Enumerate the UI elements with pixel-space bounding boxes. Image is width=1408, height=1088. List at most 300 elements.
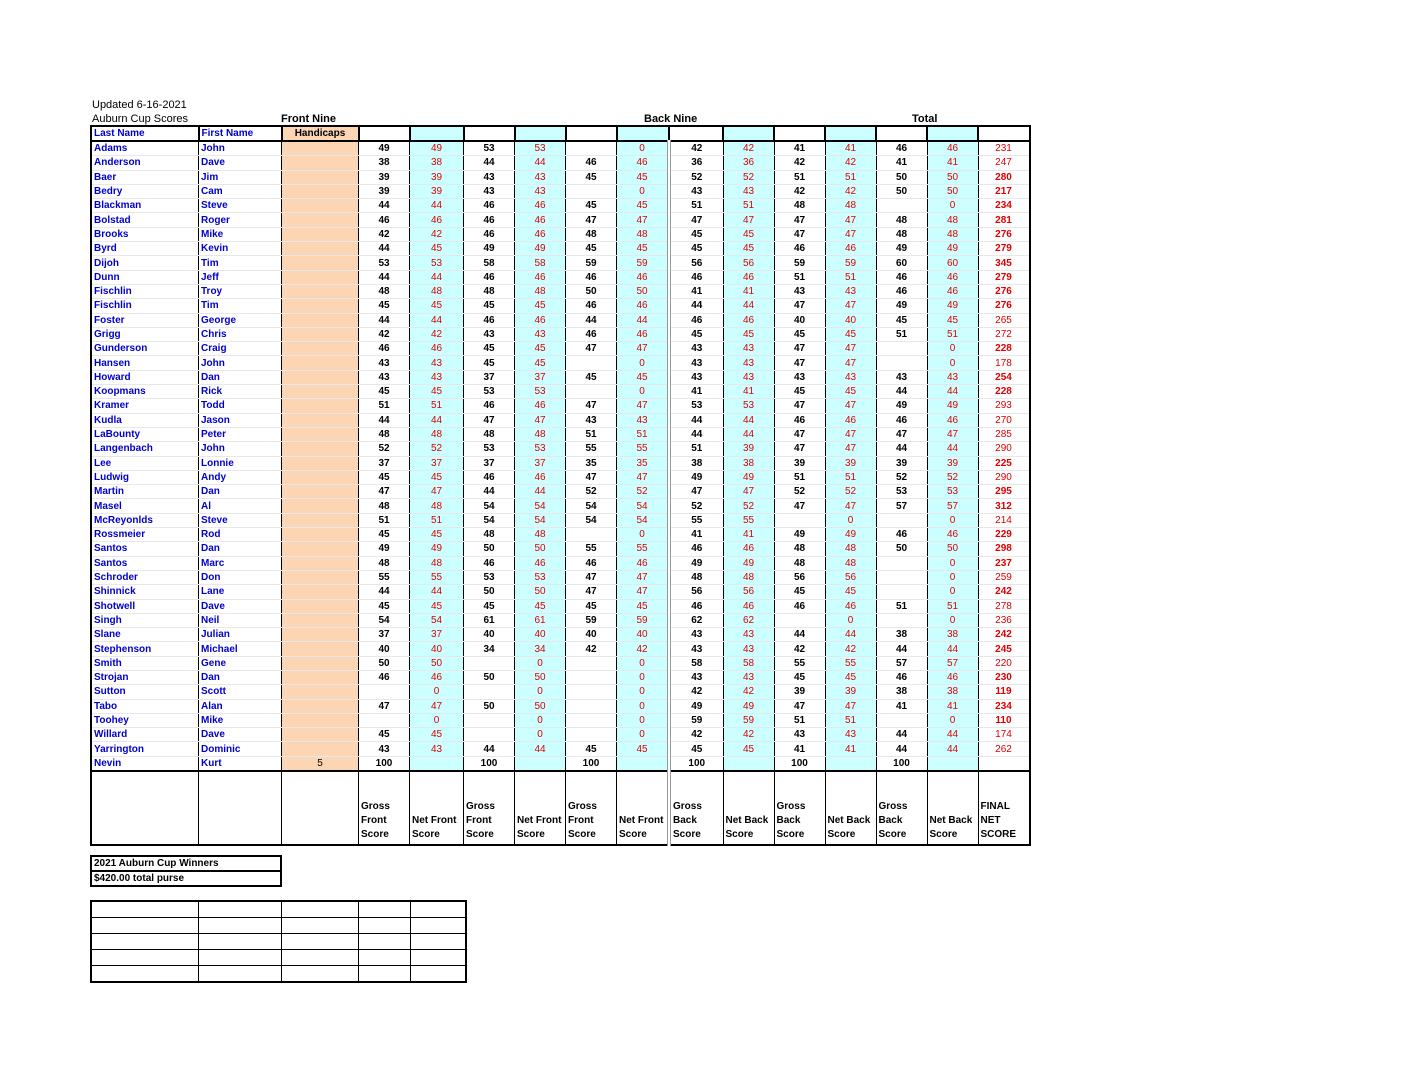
winners-cell [91, 966, 199, 983]
gross-score-cell: 47 [566, 470, 617, 484]
handicap-cell [282, 342, 359, 356]
gross-score-cell: 52 [669, 499, 723, 513]
final-net-score-cell: 279 [978, 270, 1030, 284]
final-net-score-cell: 262 [978, 742, 1030, 756]
net-score-cell: 45 [825, 585, 876, 599]
gross-score-cell: 48 [359, 499, 410, 513]
net-score-cell: 52 [723, 170, 774, 184]
first-name-cell: Dave [199, 728, 282, 742]
net-score-cell: 44 [410, 585, 464, 599]
net-score-cell: 43 [410, 370, 464, 384]
gross-score-cell: 41 [669, 284, 723, 298]
net-score-cell: 47 [617, 570, 670, 584]
last-name-cell: Strojan [91, 670, 199, 684]
gross-score-cell: 45 [566, 599, 617, 613]
net-score-cell: 61 [515, 613, 566, 627]
final-net-score-cell: 276 [978, 299, 1030, 313]
last-name-cell: Tabo [91, 699, 199, 713]
net-score-cell: 50 [515, 670, 566, 684]
net-score-cell: 41 [723, 385, 774, 399]
last-name-header: Last Name [91, 126, 199, 141]
net-score-cell: 48 [410, 499, 464, 513]
gross-score-cell: 48 [774, 556, 825, 570]
net-score-cell: 45 [617, 199, 670, 213]
gross-score-cell: 47 [359, 699, 410, 713]
gross-score-cell: 44 [876, 442, 927, 456]
gross-score-cell: 46 [566, 156, 617, 170]
net-score-cell [825, 756, 876, 771]
net-score-cell: 49 [723, 556, 774, 570]
last-name-cell: Anderson [91, 156, 199, 170]
gross-score-cell: 48 [774, 542, 825, 556]
last-name-cell: Masel [91, 499, 199, 513]
gross-score-cell: 45 [876, 313, 927, 327]
last-name-cell: Fischlin [91, 299, 199, 313]
last-name-cell: Kudla [91, 413, 199, 427]
gross-score-cell: 36 [669, 156, 723, 170]
final-net-score-cell: 217 [978, 184, 1030, 198]
gross-score-cell: 46 [359, 670, 410, 684]
net-score-cell: 46 [515, 470, 566, 484]
gross-score-cell: 34 [464, 642, 515, 656]
net-score-cell: 47 [825, 399, 876, 413]
gross-score-cell: 46 [359, 342, 410, 356]
handicap-cell [282, 470, 359, 484]
handicap-cell [282, 670, 359, 684]
net-score-cell: 0 [927, 342, 978, 356]
net-score-cell: 46 [617, 156, 670, 170]
net-score-cell: 46 [825, 599, 876, 613]
gross-score-cell [566, 356, 617, 370]
gross-score-cell [566, 184, 617, 198]
column-footer-label: Gross Front Score [566, 771, 617, 845]
gross-score-cell: 42 [359, 227, 410, 241]
column-footer-label: Gross Back Score [876, 771, 927, 845]
gross-score-cell: 37 [359, 456, 410, 470]
net-score-cell: 44 [927, 442, 978, 456]
net-score-cell: 43 [723, 670, 774, 684]
net-score-cell: 46 [723, 599, 774, 613]
handicap-cell [282, 156, 359, 170]
final-net-score-cell: 214 [978, 513, 1030, 527]
net-score-cell: 46 [927, 413, 978, 427]
last-name-cell: Toohey [91, 713, 199, 727]
player-row [91, 270, 1030, 284]
column-footer-label: Gross Back Score [774, 771, 825, 845]
handicap-cell [282, 728, 359, 742]
net-score-cell: 49 [927, 242, 978, 256]
final-net-score-cell: 276 [978, 227, 1030, 241]
net-score-cell: 45 [825, 327, 876, 341]
gross-score-cell: 45 [359, 470, 410, 484]
gross-score-cell: 56 [669, 585, 723, 599]
gross-score-cell: 44 [464, 742, 515, 756]
net-score-cell: 43 [825, 370, 876, 384]
net-score-cell: 46 [515, 556, 566, 570]
handicap-cell: 5 [282, 756, 359, 771]
net-score-cell: 45 [515, 342, 566, 356]
net-score-cell: 46 [617, 299, 670, 313]
final-net-score-cell: 242 [978, 585, 1030, 599]
gross-score-cell: 50 [464, 585, 515, 599]
winners-cell [282, 901, 359, 918]
gross-score-cell: 51 [359, 399, 410, 413]
net-score-cell: 46 [825, 413, 876, 427]
gross-score-cell: 47 [774, 499, 825, 513]
gross-score-cell: 39 [774, 685, 825, 699]
gross-score-cell: 47 [774, 442, 825, 456]
gross-score-cell [876, 556, 927, 570]
gross-score-cell: 47 [774, 342, 825, 356]
gross-score-cell: 46 [876, 670, 927, 684]
player-row [91, 213, 1030, 227]
net-score-cell: 46 [927, 528, 978, 542]
gross-score-cell: 41 [774, 141, 825, 156]
net-score-cell: 50 [617, 284, 670, 298]
gross-score-cell: 48 [876, 227, 927, 241]
gross-score-cell: 50 [876, 542, 927, 556]
net-score-cell: 55 [825, 656, 876, 670]
final-net-score-cell: 119 [978, 685, 1030, 699]
net-score-cell: 39 [410, 170, 464, 184]
gross-score-cell: 43 [359, 356, 410, 370]
gross-score-cell: 43 [876, 370, 927, 384]
gross-score-cell: 55 [359, 570, 410, 584]
net-score-cell: 0 [927, 713, 978, 727]
final-net-score-cell: 242 [978, 628, 1030, 642]
gross-score-cell: 38 [876, 628, 927, 642]
gross-score-cell: 49 [774, 528, 825, 542]
net-score-cell: 37 [515, 370, 566, 384]
net-score-cell: 45 [410, 728, 464, 742]
gross-score-cell: 43 [669, 356, 723, 370]
net-score-cell: 47 [825, 427, 876, 441]
final-net-score-cell: 281 [978, 213, 1030, 227]
player-row [91, 442, 1030, 456]
final-net-score-cell: 312 [978, 499, 1030, 513]
handicap-cell [282, 141, 359, 156]
net-score-cell: 0 [515, 656, 566, 670]
gross-score-cell: 51 [876, 327, 927, 341]
gross-score-cell: 47 [876, 427, 927, 441]
gross-score-cell: 53 [464, 385, 515, 399]
column-header-row [91, 126, 1030, 141]
gross-score-cell: 39 [774, 456, 825, 470]
gross-score-cell: 44 [876, 728, 927, 742]
net-score-cell: 46 [410, 342, 464, 356]
gross-score-cell: 48 [464, 427, 515, 441]
first-name-cell: Julian [199, 628, 282, 642]
column-footer-label: Net Back Score [825, 771, 876, 845]
player-row [91, 613, 1030, 627]
gross-score-cell: 46 [774, 413, 825, 427]
gross-score-cell: 44 [359, 242, 410, 256]
final-net-score-cell: 276 [978, 284, 1030, 298]
player-row [91, 156, 1030, 170]
gross-score-cell [566, 728, 617, 742]
net-score-cell [723, 756, 774, 771]
winners-cell [411, 901, 467, 918]
handicap-cell [282, 528, 359, 542]
gross-score-cell [876, 342, 927, 356]
last-name-cell: Grigg [91, 327, 199, 341]
gross-score-cell: 51 [359, 513, 410, 527]
gross-score-cell: 37 [464, 370, 515, 384]
player-row [91, 485, 1030, 499]
first-name-cell: Peter [199, 427, 282, 441]
net-score-cell: 45 [617, 242, 670, 256]
net-score-cell: 51 [617, 427, 670, 441]
net-score-cell: 53 [515, 141, 566, 156]
first-name-cell: Chris [199, 327, 282, 341]
gross-score-cell: 41 [876, 156, 927, 170]
net-score-cell: 53 [515, 442, 566, 456]
gross-score-cell: 47 [774, 356, 825, 370]
gross-score-cell: 47 [359, 485, 410, 499]
gross-score-cell: 46 [359, 213, 410, 227]
net-score-cell: 46 [723, 542, 774, 556]
gross-score-cell: 38 [359, 156, 410, 170]
last-name-cell: Rossmeier [91, 528, 199, 542]
winners-cell [199, 918, 282, 934]
gross-score-cell: 46 [669, 542, 723, 556]
gross-score-cell: 48 [464, 284, 515, 298]
handicap-cell [282, 585, 359, 599]
net-score-cell: 46 [927, 284, 978, 298]
net-score-cell: 0 [617, 385, 670, 399]
gross-score-cell: 38 [669, 456, 723, 470]
gross-score-cell: 41 [669, 528, 723, 542]
last-name-cell: Nevin [91, 756, 199, 771]
player-row [91, 742, 1030, 756]
gross-score-cell: 45 [669, 742, 723, 756]
net-score-cell: 53 [410, 256, 464, 270]
winners-cell [199, 950, 282, 966]
gross-score-cell: 40 [464, 628, 515, 642]
gross-score-cell [774, 613, 825, 627]
net-score-cell: 47 [927, 427, 978, 441]
handicap-cell [282, 485, 359, 499]
gross-score-cell: 43 [566, 413, 617, 427]
first-name-cell: Jim [199, 170, 282, 184]
total-label: Total [912, 113, 938, 125]
gross-score-cell: 50 [464, 670, 515, 684]
net-score-cell: 41 [723, 528, 774, 542]
gross-score-cell: 45 [464, 599, 515, 613]
winners-row [91, 950, 466, 966]
net-score-cell: 47 [617, 342, 670, 356]
last-name-cell: Brooks [91, 227, 199, 241]
net-score-cell: 0 [617, 699, 670, 713]
gross-score-cell: 53 [876, 485, 927, 499]
gross-score-cell: 48 [566, 227, 617, 241]
gross-score-cell: 43 [669, 370, 723, 384]
winners-row [91, 934, 466, 950]
column-footer-row [91, 771, 1030, 845]
gross-score-cell: 46 [669, 313, 723, 327]
winners-cell [359, 966, 411, 983]
net-score-cell: 48 [410, 427, 464, 441]
last-name-cell: Gunderson [91, 342, 199, 356]
last-name-cell: Howard [91, 370, 199, 384]
last-name-cell: Sutton [91, 685, 199, 699]
player-row [91, 370, 1030, 384]
first-name-header: First Name [199, 126, 282, 141]
player-row [91, 242, 1030, 256]
final-net-score-cell: 237 [978, 556, 1030, 570]
player-row [91, 656, 1030, 670]
net-score-cell: 47 [410, 699, 464, 713]
column-footer-label: Net Front Score [410, 771, 464, 845]
handicap-cell [282, 284, 359, 298]
net-score-cell: 45 [825, 385, 876, 399]
net-score-cell: 0 [617, 356, 670, 370]
final-net-score-cell: 236 [978, 613, 1030, 627]
gross-score-cell: 50 [566, 284, 617, 298]
final-net-score-cell: 178 [978, 356, 1030, 370]
net-score-cell: 43 [723, 642, 774, 656]
net-score-cell: 43 [723, 184, 774, 198]
net-score-cell: 42 [410, 227, 464, 241]
handicap-cell [282, 713, 359, 727]
net-score-cell [617, 756, 670, 771]
gross-score-cell: 55 [669, 513, 723, 527]
first-name-cell: Dave [199, 156, 282, 170]
gross-score-cell: 53 [359, 256, 410, 270]
gross-score-cell: 46 [876, 528, 927, 542]
gross-score-cell: 44 [359, 413, 410, 427]
net-score-cell: 39 [825, 685, 876, 699]
final-net-score-cell: 228 [978, 385, 1030, 399]
gross-score-cell: 47 [566, 213, 617, 227]
gross-score-cell: 47 [774, 699, 825, 713]
gross-score-cell: 43 [774, 370, 825, 384]
net-score-cell: 46 [410, 670, 464, 684]
gross-score-cell [876, 513, 927, 527]
column-footer-label: FINAL NET SCORE [978, 771, 1030, 845]
gross-score-cell [876, 356, 927, 370]
handicap-cell [282, 427, 359, 441]
final-net-score-cell: 225 [978, 456, 1030, 470]
net-score-cell: 51 [825, 270, 876, 284]
gross-score-cell: 43 [774, 284, 825, 298]
final-net-score-cell: 280 [978, 170, 1030, 184]
gross-score-cell: 59 [566, 613, 617, 627]
last-name-cell: Byrd [91, 242, 199, 256]
net-score-cell: 37 [410, 456, 464, 470]
gross-score-cell: 45 [669, 227, 723, 241]
winners-cell [91, 918, 199, 934]
net-score-cell: 46 [927, 270, 978, 284]
handicap-cell [282, 184, 359, 198]
player-row [91, 456, 1030, 470]
net-score-cell: 0 [617, 670, 670, 684]
net-score-cell: 54 [515, 499, 566, 513]
first-name-cell: Dan [199, 370, 282, 384]
gross-score-cell: 55 [774, 656, 825, 670]
winners-cell [282, 934, 359, 950]
net-score-cell: 0 [617, 528, 670, 542]
gross-score-cell: 42 [774, 156, 825, 170]
player-row [91, 499, 1030, 513]
last-name-cell: Ludwig [91, 470, 199, 484]
gross-score-cell: 56 [774, 570, 825, 584]
net-score-cell: 46 [410, 213, 464, 227]
gross-score-cell: 54 [566, 513, 617, 527]
net-score-cell: 44 [617, 313, 670, 327]
gross-score-cell: 55 [566, 442, 617, 456]
gross-score-cell: 42 [774, 642, 825, 656]
winners-cell [359, 934, 411, 950]
gross-score-cell [464, 713, 515, 727]
net-score-cell: 47 [825, 299, 876, 313]
gross-score-cell [566, 699, 617, 713]
final-net-score-cell: 290 [978, 470, 1030, 484]
gross-score-cell [359, 685, 410, 699]
gross-score-cell: 43 [669, 642, 723, 656]
net-score-cell: 48 [410, 284, 464, 298]
gross-score-cell: 46 [876, 270, 927, 284]
net-score-cell: 47 [825, 499, 876, 513]
net-score-cell: 45 [515, 599, 566, 613]
first-name-cell: Cam [199, 184, 282, 198]
gross-score-cell: 61 [464, 613, 515, 627]
last-name-cell: Singh [91, 613, 199, 627]
first-name-cell: John [199, 356, 282, 370]
net-score-cell: 58 [515, 256, 566, 270]
gross-score-cell: 50 [359, 656, 410, 670]
first-name-cell: Dan [199, 485, 282, 499]
final-net-score-cell: 230 [978, 670, 1030, 684]
last-name-cell: Santos [91, 542, 199, 556]
gross-score-cell: 42 [566, 642, 617, 656]
gross-score-cell [464, 685, 515, 699]
column-footer-label: Net Front Score [515, 771, 566, 845]
net-score-cell: 42 [617, 642, 670, 656]
handicap-cell [282, 327, 359, 341]
gross-score-cell: 46 [566, 270, 617, 284]
handicap-cell [282, 656, 359, 670]
gross-score-cell: 47 [669, 485, 723, 499]
first-name-cell: Andy [199, 470, 282, 484]
first-name-cell: Craig [199, 342, 282, 356]
gross-score-cell: 43 [669, 184, 723, 198]
gross-score-cell: 57 [876, 656, 927, 670]
gross-score-cell: 100 [876, 756, 927, 771]
gross-score-cell: 44 [669, 427, 723, 441]
gross-score-cell: 44 [359, 313, 410, 327]
gross-score-cell: 46 [566, 556, 617, 570]
net-score-cell: 49 [410, 141, 464, 156]
player-row [91, 556, 1030, 570]
net-score-cell: 56 [723, 256, 774, 270]
first-name-cell: Don [199, 570, 282, 584]
first-name-cell: George [199, 313, 282, 327]
gross-score-cell: 51 [774, 170, 825, 184]
gross-score-cell: 43 [464, 184, 515, 198]
first-name-cell: Roger [199, 213, 282, 227]
gross-score-cell: 52 [876, 470, 927, 484]
net-score-cell: 54 [515, 513, 566, 527]
net-score-cell: 39 [410, 184, 464, 198]
last-name-cell: Willard [91, 728, 199, 742]
net-score-cell: 48 [515, 427, 566, 441]
gross-score-cell: 48 [359, 427, 410, 441]
handicap-cell [282, 385, 359, 399]
gross-score-cell [876, 585, 927, 599]
gross-score-cell: 51 [669, 199, 723, 213]
winners-table [90, 900, 467, 983]
